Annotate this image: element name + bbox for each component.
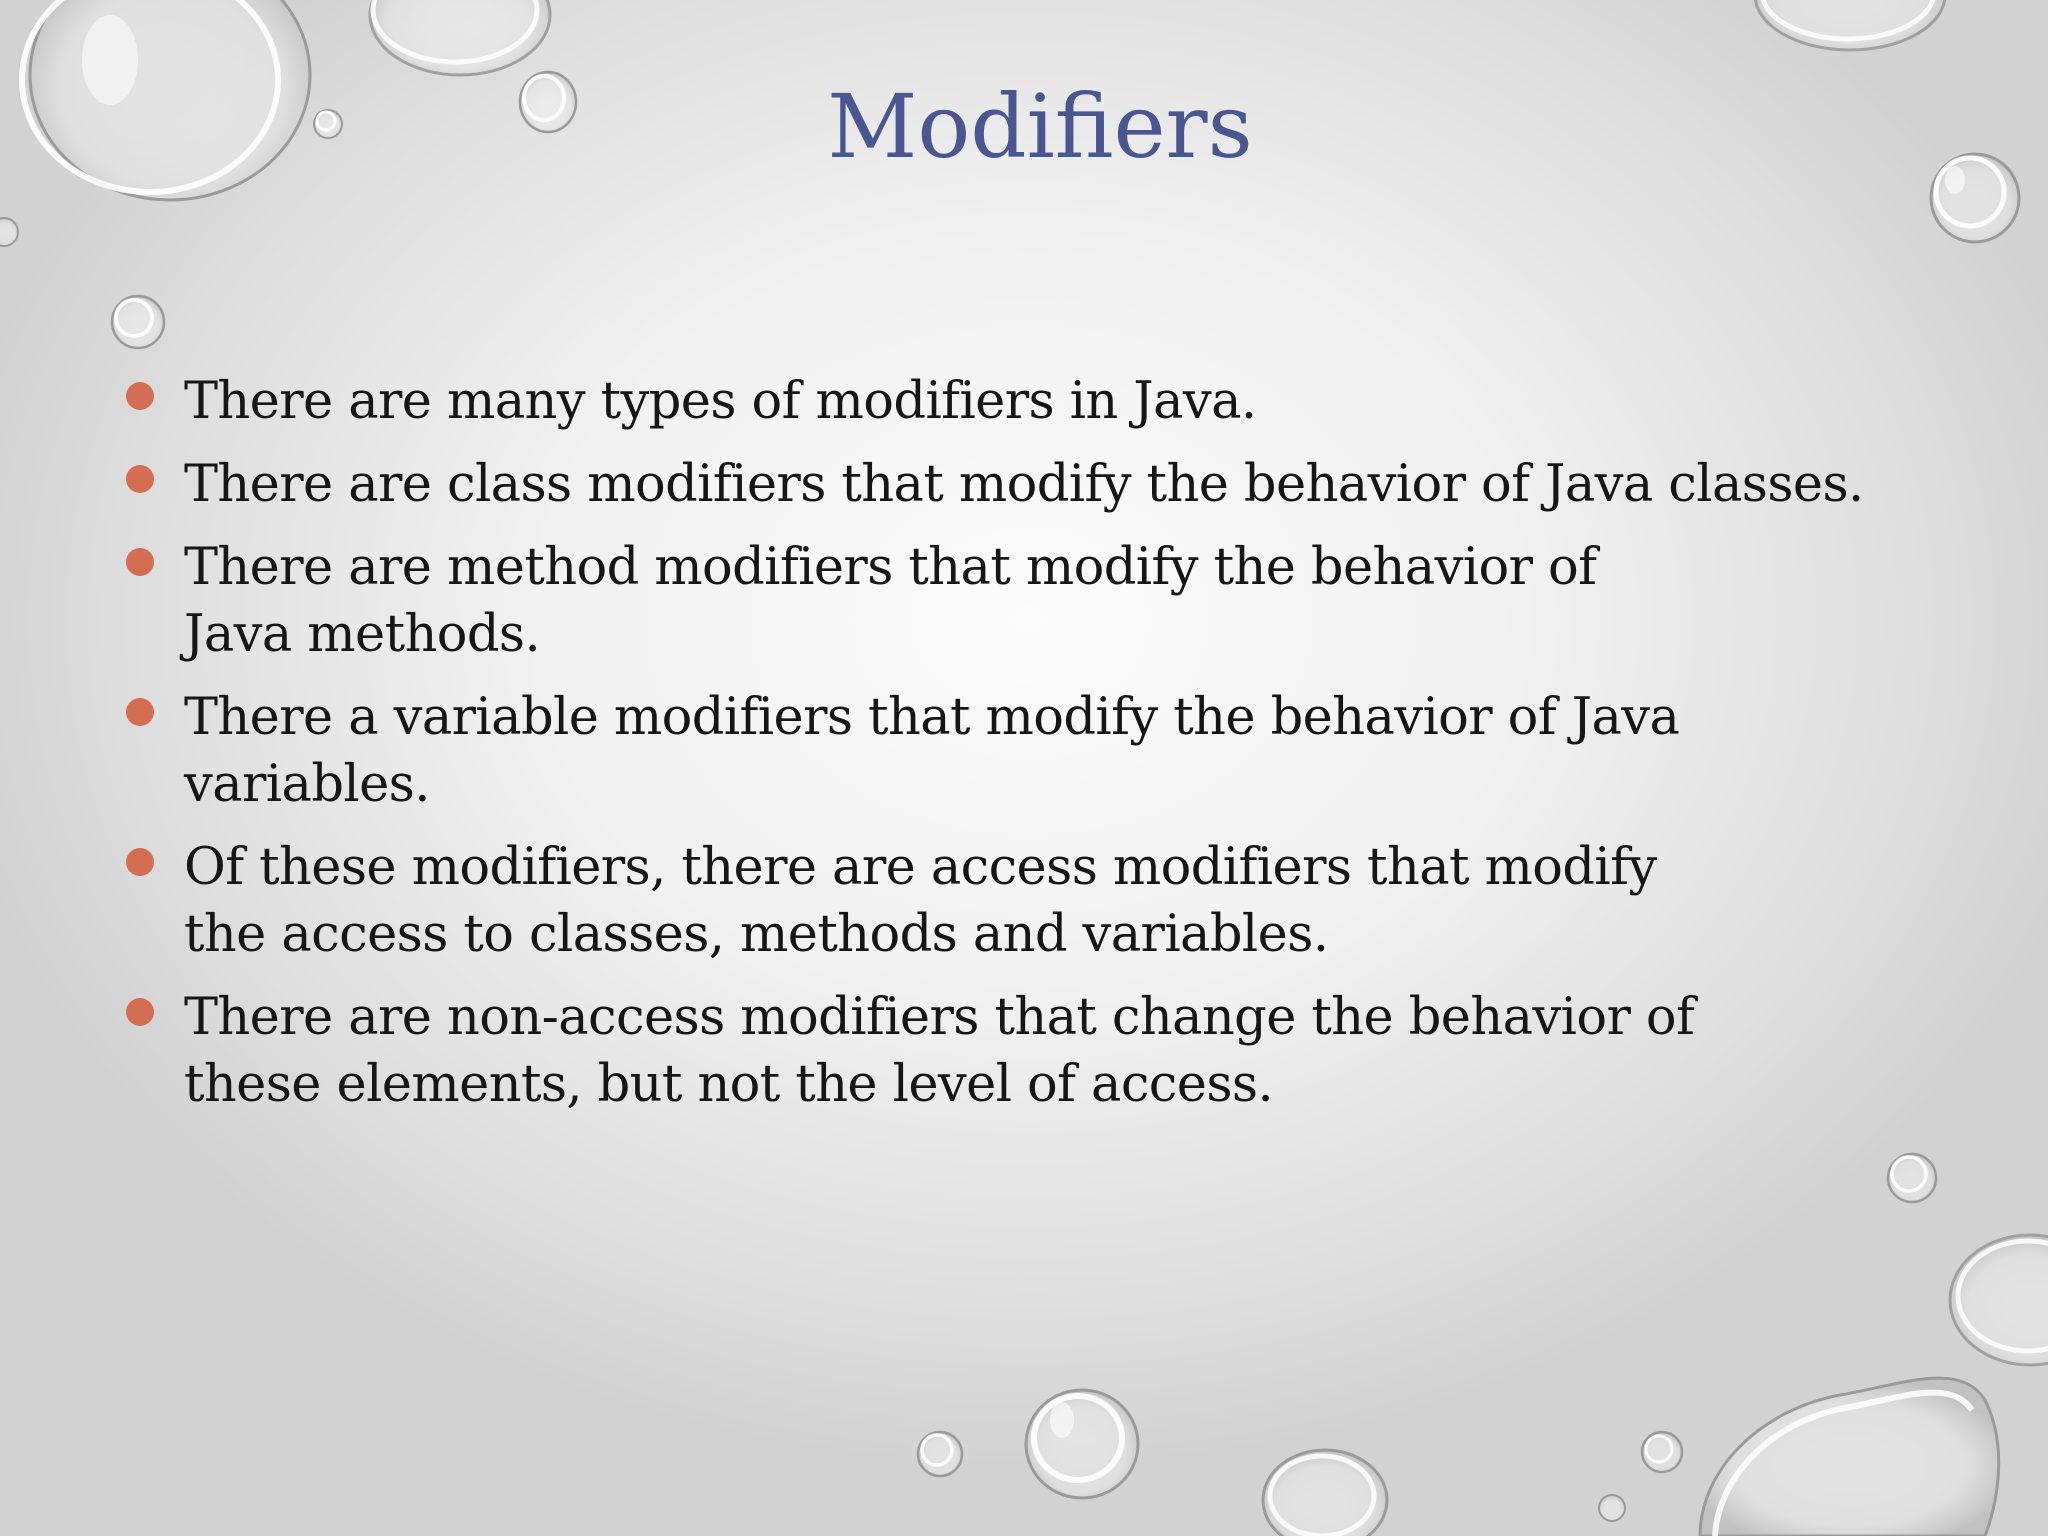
drop-bottom-center-right: [1263, 1450, 1387, 1536]
bullet-dot-icon: [126, 698, 154, 726]
bullet-dot-icon: [126, 465, 154, 493]
bullet-text: There are method modifiers that modify the behavior of Java methods.: [184, 538, 1597, 664]
bullet-item: [120, 451, 1920, 518]
drop-bottom-small-2: [1599, 1495, 1625, 1521]
bullet-item: [120, 368, 1920, 435]
drop-bottom-small-1: [1642, 1432, 1682, 1472]
bullet-list: [120, 368, 1920, 1134]
bullet-item: [120, 834, 1920, 968]
bullet-text: There a variable modifiers that modify the behavior of Java variables.: [184, 688, 1680, 814]
drop-top-right: [1755, 0, 1945, 50]
drop-small-2: [314, 110, 342, 138]
bullet-text: There are class modifiers that modify the behavior of Java classes.: [184, 455, 1864, 514]
bullet-item: [120, 534, 1920, 668]
drop-top-mid: [370, 0, 550, 75]
drop-bottom-center-small: [918, 1432, 962, 1476]
slide-title: Modifiers: [827, 75, 1253, 178]
bullet-item: [120, 984, 1920, 1118]
drop-small-3: [0, 218, 18, 246]
drop-top-left-large: [22, 0, 310, 200]
drop-small-1: [520, 72, 576, 132]
bullet-item: [120, 684, 1920, 818]
bullet-dot-icon: [126, 998, 154, 1026]
drop-right-small: [1888, 1154, 1936, 1202]
bullet-dot-icon: [126, 848, 154, 876]
drop-bottom-right-large: [1700, 1378, 1999, 1536]
drop-right-medium: [1931, 154, 2019, 242]
drop-left-medium: [112, 296, 164, 348]
drop-bottom-center-large: [1026, 1390, 1138, 1498]
bullet-dot-icon: [126, 382, 154, 410]
bullet-text: There are many types of modifiers in Java.: [184, 372, 1257, 431]
bullet-text: There are non-access modifiers that change the behavior of these elements, but not the level of access.: [184, 988, 1695, 1114]
bullet-text: Of these modifiers, there are access modifiers that modify the access to classes, methods and variables.: [184, 838, 1657, 964]
drop-right-edge: [1950, 1235, 2048, 1365]
bullet-dot-icon: [126, 548, 154, 576]
